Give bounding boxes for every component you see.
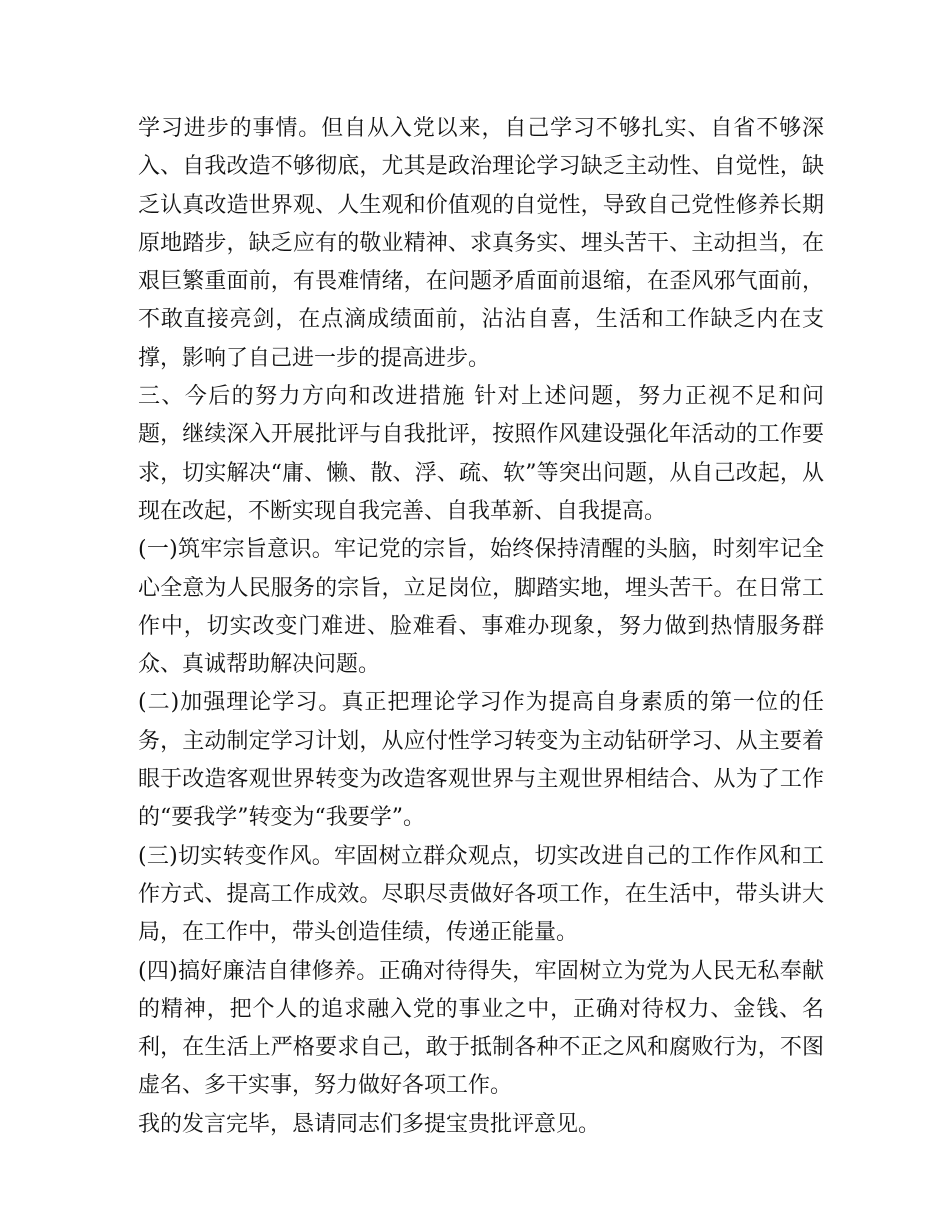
paragraph-theory-study: (二)加强理论学习。真正把理论学习作为提高自身素质的第一位的任务，主动制定学习计划，从应付性学习转变为主动钻研学习、从主要着眼于改造客观世界转变为改造客观世界与主观世界相结合、从为了工作的“要我学”转变为“我要学”。 [138, 690, 824, 831]
paragraph-integrity: (四)搞好廉洁自律修养。正确对待得失，牢固树立为党为人民无私奉献的精神，把个人的追求融入党的事业之中，正确对待权力、金钱、名利，在生活上严格要求自己，敢于抵制各种不正之风和腐败行为，不图虚名、多干实事，努力做好各项工作。 [138, 958, 824, 1099]
document-body [138, 110, 824, 1144]
paragraph-purpose-awareness: (一)筑牢宗旨意识。牢记党的宗旨，始终保持清醒的头脑，时刻牢记全心全意为人民服务的宗旨，立足岗位，脚踏实地，埋头苦干。在日常工作中，切实改变门难进、脸难看、事难办现象，努力做到热情服务群众、真诚帮助解决问题。 [138, 537, 824, 678]
paragraph-improvement-measures: 三、今后的努力方向和改进措施 针对上述问题，努力正视不足和问题，继续深入开展批评与自我批评，按照作风建设强化年活动的工作要求，切实解决“庸、懒、散、浮、疏、软”等突出问题，从自己改起，从现在改起，不断实现自我完善、自我革新、自我提高。 [138, 384, 824, 524]
paragraph-self-reflection: 学习进步的事情。但自从入党以来，自己学习不够扎实、自省不够深入、自我改造不够彻底，尤其是政治理论学习缺乏主动性、自觉性，缺乏认真改造世界观、人生观和价值观的自觉性，导致自己党性修养长期原地踏步，缺乏应有的敬业精神、求真务实、埋头苦干、主动担当，在艰巨繁重面前，有畏难情绪，在问题矛盾面前退缩，在歪风邪气面前，不敢直接亮剑，在点滴成绩面前，沾沾自喜，生活和工作缺乏内在支撑，影响了自己进一步的提高进步。 [138, 116, 824, 371]
paragraph-work-style: (三)切实转变作风。牢固树立群众观点，切实改进自己的工作作风和工作方式、提高工作成效。尽职尽责做好各项工作，在生活中，带头讲大局，在工作中，带头创造佳绩，传递正能量。 [138, 843, 824, 946]
paragraph-closing: 我的发言完毕，恳请同志们多提宝贵批评意见。 [138, 1111, 601, 1137]
